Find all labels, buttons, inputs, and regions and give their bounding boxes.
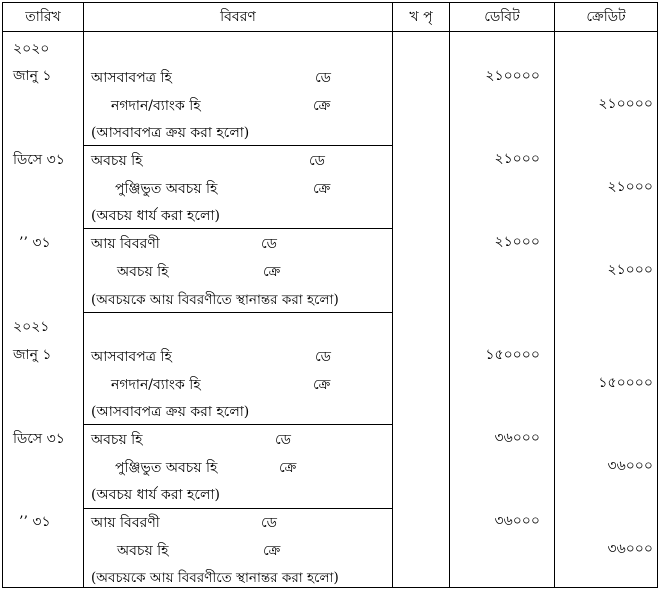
column-divider (392, 3, 393, 587)
narration: (অবচয় ধার্য করা হলো) (91, 487, 220, 503)
header-description: বিবরণ (220, 9, 256, 25)
credit-amount: ২১০০০ (607, 262, 653, 278)
date-year: ২০২০ (13, 41, 50, 57)
date-cell: জানু ১ (13, 68, 52, 84)
debit-account: আসবাবপত্র হি (91, 70, 172, 86)
entry-divider (83, 228, 392, 229)
debit-amount: ৩৬০০০ (494, 513, 540, 529)
date-cell: ’’ ৩১ (19, 235, 51, 251)
credit-account: পুঞ্জিভুত অবচয় হি (115, 460, 218, 476)
debit-marker: ডে (315, 70, 331, 86)
debit-amount: ৩৬০০০ (494, 430, 540, 446)
debit-amount: ২১০০০ (494, 234, 540, 250)
entry-divider (83, 312, 392, 313)
credit-marker: ক্রে (313, 98, 331, 114)
debit-account: অবচয় হি (91, 153, 143, 169)
debit-amount: ২১০০০ (494, 151, 540, 167)
credit-amount: ৩৬০০০ (607, 541, 653, 557)
debit-marker: ডে (261, 515, 277, 531)
entry-divider (83, 508, 392, 509)
debit-account: আয় বিবরণী (91, 515, 160, 531)
header-date: তারিখ (25, 9, 61, 25)
credit-account: নগদান/ব্যাংক হি (111, 377, 201, 393)
column-divider (83, 3, 84, 587)
debit-account: আসবাবপত্র হি (91, 349, 172, 365)
credit-marker: ক্রে (313, 377, 331, 393)
credit-marker: ক্রে (263, 264, 281, 280)
column-divider (449, 3, 450, 587)
narration: (অবচয় ধার্য করা হলো) (91, 208, 220, 224)
narration: (আসবাবপত্র ক্রয় করা হলো) (91, 404, 250, 420)
entry-divider (83, 145, 392, 146)
narration: (আসবাবপত্র ক্রয় করা হলো) (91, 125, 250, 141)
narration: (অবচয়কে আয় বিবরণীতে স্থানান্তর করা হলো) (91, 570, 339, 586)
credit-marker: ক্রে (313, 181, 331, 197)
column-divider (554, 3, 555, 587)
date-cell: জানু ১ (13, 347, 52, 363)
credit-amount: ২১০০০০ (598, 96, 653, 112)
debit-marker: ডে (309, 153, 325, 169)
debit-marker: ডে (261, 236, 277, 252)
credit-account: অবচয় হি (117, 264, 169, 280)
credit-amount: ১৫০০০০ (598, 375, 653, 391)
credit-account: পুঞ্জিভুত অবচয় হি (115, 181, 218, 197)
debit-marker: ডে (275, 432, 291, 448)
credit-marker: ক্রে (263, 543, 281, 559)
date-cell: ডিসে ৩১ (13, 431, 65, 447)
narration: (অবচয়কে আয় বিবরণীতে স্থানান্তর করা হলো) (91, 292, 339, 308)
debit-amount: ২১০০০০ (485, 68, 540, 84)
header-debit: ডেবিট (484, 9, 520, 25)
date-cell: ’’ ৩১ (19, 514, 51, 530)
credit-amount: ৩৬০০০ (607, 458, 653, 474)
debit-account: অবচয় হি (91, 432, 143, 448)
journal-table (2, 2, 658, 588)
date-year: ২০২১ (13, 319, 50, 335)
header-ledger-folio: খ পৃ (409, 9, 433, 25)
header-credit: ক্রেডিট (586, 9, 626, 25)
credit-amount: ২১০০০ (607, 179, 653, 195)
header-divider (3, 31, 657, 32)
credit-marker: ক্রে (279, 460, 297, 476)
debit-amount: ১৫০০০০ (485, 347, 540, 363)
debit-account: আয় বিবরণী (91, 236, 160, 252)
entry-divider (83, 424, 392, 425)
date-cell: ডিসে ৩১ (13, 152, 65, 168)
debit-marker: ডে (315, 349, 331, 365)
credit-account: অবচয় হি (117, 543, 169, 559)
credit-account: নগদান/ব্যাংক হি (111, 98, 201, 114)
